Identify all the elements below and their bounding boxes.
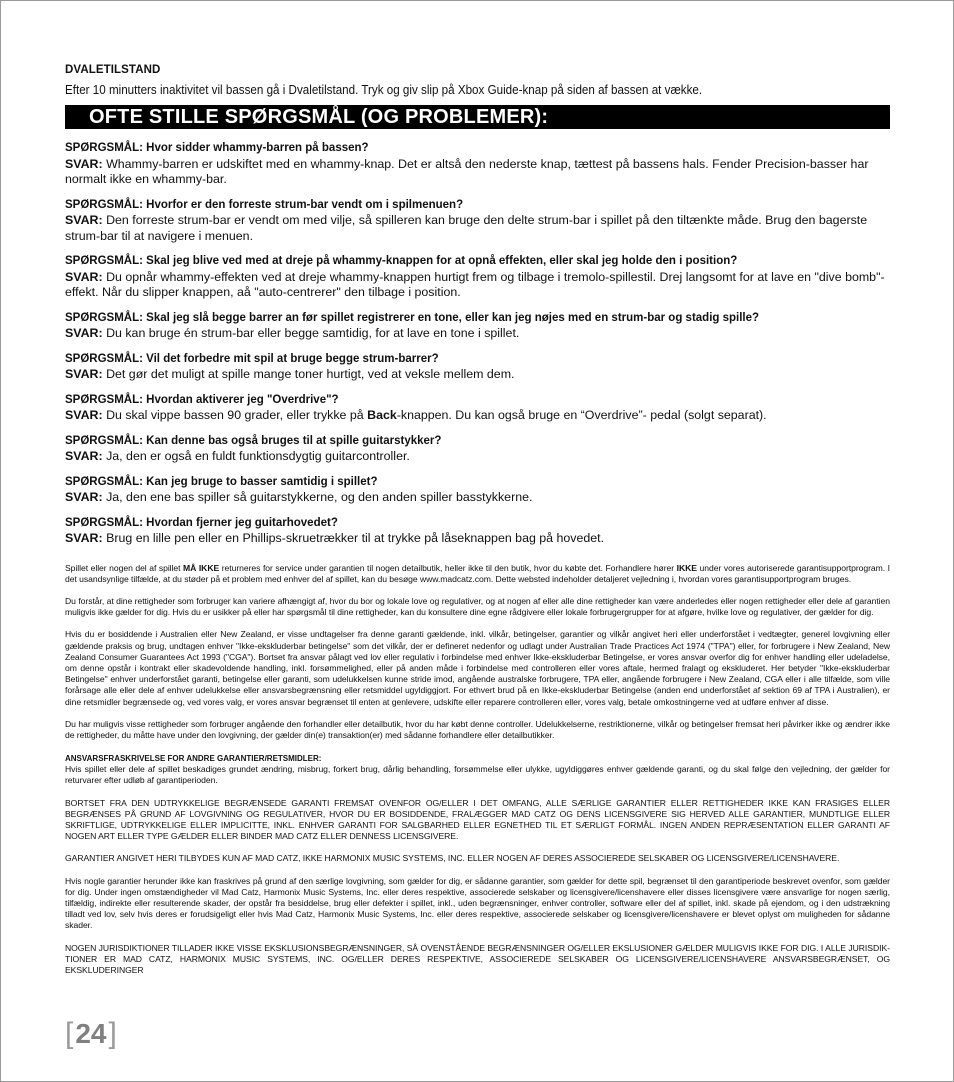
faq-answer xyxy=(65,270,890,301)
answer-text: Ja, den ene bas spiller så guitarstykkerne, og den anden spiller basstykkerne. xyxy=(102,490,533,504)
faq-item xyxy=(65,393,890,424)
standby-text: Efter 10 minutters inaktivitet vil bassen gå i Dvaletilstand. Tryk og giv slip på Xbox Guide-knap på siden af bassen at vække. xyxy=(65,83,703,97)
answer-label: SVAR: xyxy=(65,213,103,227)
standby-title: DVALETILSTAND xyxy=(65,64,161,76)
warranty-paragraph: Hvis nogle garantier herunder ikke kan fraskrives på grund af den særlige lovgivning, som gælder for dig, er sådanne garantier, som gælder for dette spil, begrænset til den garantiperiode beskrevet ovenfor, som gælder for dig. Under ingen omstændigheder vil Mad Catz, Harmonix Music Systems, Inc. eller deres respektive, associerede selskaber og licensgivere/licenshavere eller disses licensgivere være ansvarlige for nogen særlig, tilfældig, indirekte eller resulterende skader, der opstår fra besiddelse, brug eller defekter i spillet, inkl., uden begrænsninger, enhver controller, software eller del af spillet, inkl. skade på ejendom, og i den udstrækning tilladt ved lov, selv hvis deres er forudsigeligt eller hvis Mad Catz, Harmonix Music Systems, Inc. eller deres respektive, associerede selskaber og licensgivere/licenshavere er blevet oplyst om muligheden for sådanne skader. xyxy=(65,875,890,931)
faq-answer xyxy=(65,531,890,547)
faq-item xyxy=(65,475,890,506)
warranty-text: returneres for service under garantien til nogen detailbutik, heller ikke til den butik, hvor du købte det. Forhandlere hører xyxy=(219,562,677,573)
faq-question xyxy=(65,434,890,450)
answer-text: Du skal vippe bassen 90 grader, eller trykke på xyxy=(102,408,368,422)
warranty-paragraph: BORTSET FRA DEN UDTRYKKELIGE BEGRÆNSEDE GARANTI FREMSAT OVENFOR OG/ELLER I DET OMFANG, ALLE SÆRLIGE GARANTIER ELLER RETTIGHEDER IKKE KAN FRASIGES ELLER BEGRÆNSES PÅ GRUND AF LOVGIVNING OG REGULATIVER, HVOR DU ER BOSIDDENDE, FRALÆGGER MAD CATZ OG DENS LICENSGIVERE SIG HERVED ALLE GARANTIER, MUNDTLIGE ELLER SKRIFTLIGE, UDTRYKKELIGE ELLER IMPLICITTE, INKL. ENHVER GARANTI FOR SALGBARHED ELLER EGNETHED TIL ET SÆRLIGT FORMÅL. INGEN ANDEN REPRÆSENTATION ELLER GARANTI AF NOGEN ART ELLER TYPE GÆLDER ELLER BINDER MAD CATZ ELLER DENNESS LICENSGIVERE. xyxy=(65,797,890,842)
question-label: SPØRGSMÅL: xyxy=(65,393,143,406)
faq-item xyxy=(65,516,890,547)
question-label: SPØRGSMÅL: xyxy=(65,142,143,154)
page-number-value: 24 xyxy=(75,1018,107,1049)
warranty-paragraph: Hvis spillet eller dele af spillet beskadiges grundet ændring, misbrug, forkert brug, dårlig behandling, forsømmelse eller ulykke, ugyldiggøres enhver gældende garanti, og du skal følge den vejledning, der gælder for returvarer efter udløb af garantiperioden. xyxy=(65,764,890,786)
answer-label: SVAR: xyxy=(65,156,103,171)
question-text: Skal jeg blive ved med at dreje på whammy-knappen for at opnå effekten, eller skal jeg holde den i position? xyxy=(142,255,738,267)
question-label: SPØRGSMÅL: xyxy=(65,255,143,267)
faq-question xyxy=(65,254,890,270)
question-text: Kan denne bas også bruges til at spille guitarstykker? xyxy=(142,434,442,447)
answer-label: SVAR: xyxy=(65,367,103,381)
faq-answer xyxy=(65,449,890,465)
faq-question xyxy=(65,475,890,491)
question-text: Hvor sidder whammy-barren på bassen? xyxy=(142,142,369,154)
question-text: Hvordan fjerner jeg guitarhovedet? xyxy=(142,516,338,529)
warranty-emphasis: IKKE xyxy=(676,562,697,573)
answer-label: SVAR: xyxy=(65,408,103,422)
answer-label: SVAR: xyxy=(65,490,103,504)
question-text: Kan jeg bruge to basser samtidig i spillet? xyxy=(142,475,378,488)
answer-text: -knappen. Du kan også bruge en “Overdrive”- pedal (solgt separat). xyxy=(396,408,767,422)
question-label: SPØRGSMÅL: xyxy=(65,475,143,488)
question-text: Hvordan aktiverer jeg "Overdrive"? xyxy=(142,393,339,406)
page-content xyxy=(65,63,890,976)
answer-label: SVAR: xyxy=(65,269,103,284)
page-number xyxy=(65,1019,117,1049)
faq-answer xyxy=(65,326,890,342)
warranty-text: under vores autoriserede garantisupportprogram. I det usandsynlige tilfælde, at du støder på et problem med enhver del af spillet, kan du besøge www.madcatz.com. Dette websted indeholder detaljeret vejledning i, hvordan vores garantisupportprogram bruges. xyxy=(65,562,890,584)
warranty-paragraph: Du forstår, at dine rettigheder som forbruger kan variere afhængigt af, hvor du bor og lokale love og regulativer, og at nogen af eller alle dine rettigheder kan være anderledes eller nogen rettigheder eller dele af garantien muligvis ikke gælder for dig. Hvis du er usikker på eller har spørgsmål til dine rettigheder, kan du konsultere dine egne rådgivere eller lokale forbrugergrupper for at afgøre, hvilke love og regulativer, der gælder for dig. xyxy=(65,595,890,618)
answer-text: Brug en lille pen eller en Phillips-skruetrækker til at trykke på låseknappen bag på hovedet. xyxy=(102,531,605,545)
answer-text: Ja, den er også en fuldt funktionsdygtig guitarcontroller. xyxy=(102,449,410,463)
faq-item xyxy=(65,198,890,245)
faq-item xyxy=(65,434,890,465)
faq-question xyxy=(65,393,890,409)
warranty-text: Spillet eller nogen del af spillet xyxy=(65,562,184,573)
faq-question xyxy=(65,516,890,532)
faq-question xyxy=(65,198,890,214)
question-label: SPØRGSMÅL: xyxy=(65,516,143,529)
faq-question xyxy=(65,352,890,368)
faq-answer xyxy=(65,490,890,506)
question-label: SPØRGSMÅL: xyxy=(65,198,143,211)
faq-heading-banner: OFTE STILLE SPØRGSMÅL (OG PROBLEMER): xyxy=(65,105,890,129)
faq-answer xyxy=(65,213,890,244)
question-text: Vil det forbedre mit spil at bruge begge strum-barrer? xyxy=(142,352,439,365)
faq-item xyxy=(65,311,890,342)
faq-item xyxy=(65,254,890,301)
answer-text: Whammy-barren er udskiftet med en whammy-knap. Det er altså den nederste knap, tættest på bassens hals. Fender Precision-basser har normalt ikke en whammy-bar. xyxy=(65,156,869,186)
answer-label: SVAR: xyxy=(65,531,103,545)
answer-text: Den forreste strum-bar er vendt om med vilje, så spilleren kan bruge den delte strum-bar i spillet på den tiltænkte måde. Brug den bagerste strum-bar til at navigere i menuen. xyxy=(65,213,868,243)
question-label: SPØRGSMÅL: xyxy=(65,434,143,447)
answer-label: SVAR: xyxy=(65,326,103,340)
page-bracket-left: [ xyxy=(65,1017,74,1050)
question-text: Skal jeg slå begge barrer an før spillet registrerer en tone, eller kan jeg nøjes med en strum-bar og stadig spille? xyxy=(142,311,760,324)
question-text: Hvorfor er den forreste strum-bar vendt om i spilmenuen? xyxy=(142,198,464,211)
faq-item xyxy=(65,141,890,188)
answer-text: Det gør det muligt at spille mange toner hurtigt, ved at veksle mellem dem. xyxy=(102,367,515,381)
warranty-emphasis: MÅ IKKE xyxy=(183,562,220,573)
disclaimer-heading: ANSVARSFRASKRIVELSE FOR ANDRE GARANTIER/RETSMIDLER: xyxy=(65,754,322,764)
answer-text: Du opnår whammy-effekten ved at dreje whammy-knappen hurtigt frem og tilbage i tremolo-spillestil. Drej langsomt for at lave en "dive bomb"-effekt. Når du slipper knappen, aå "auto-centrerer" den tilbage i position. xyxy=(65,269,885,299)
answer-text: Du kan bruge én strum-bar eller begge samtidig, for at lave en tone i spillet. xyxy=(102,326,520,340)
warranty-paragraph: NOGEN JURISDIKTIONER TILLADER IKKE VISSE EKSKLUSIONSBEGRÆNSNINGER, SÅ OVENSTÅENDE BEGRÆNSNINGER OG/ELLER EKSLUSIONER GÆLDER MULIGVIS IKKE FOR DIG. I ALLE JURISDIKTIONER ER MAD CATZ, HARMONIX MUSIC SYSTEMS, INC. OG/ELLER DERES RESPEKTIVE, ASSOCIEREDE SELSKABER OG LICENSGIVERE/LICENSHAVERE ANSVARSBEGRÆNSET, OG EKSKLUDERINGER xyxy=(65,942,890,975)
faq-answer xyxy=(65,157,890,188)
warranty-paragraph xyxy=(65,563,890,585)
faq-answer xyxy=(65,408,890,424)
warranty-paragraph: Hvis du er bosiddende i Australien eller New Zealand, er visse undtagelser fra denne garanti gældende, inkl. vilkår, betingelser, garantier og vilkår angivet heri eller underforstået i vedtægter, generel lovgivning eller gældende praksis og brug, undtagen enhver "Ikke-ekskluderbar betingelse" som det vilkår, der er defineret nedenfor og udlagt under Australian Trade Practices Act 1974 ("TPA") eller, for forbrugere i New Zealand, New Zealand Consumer Guarantees Act 1993 ("CGA"). Bortset fra ansvar pålagt ved lov eller regulativ i forbindelse med enhver Ikke-ekskluderbar Betingelse, er vores ansvar overfor dig for enhver handling eller udeladelse, om denne opstår i kontrakt eller skadevoldende handling, inkl. forsømmelighed, eller på anden måde i forbindelse med controlleren eller vores aftale, hermed fralagt og ekskluderet. Her betyder "Ikke-ekskluderbar Betingelse" enhver underforstået garanti, betingelse eller garanti, som udelukkelsen kunne stride imod, angående australske forbrugere, TPA eller, angående forbrugere i New Zealand, CGA eller i alle tilfælde, som ville forårsage alle eller dele af enhver udelukkelse eller ansvarsbegrænsning eller retsmiddel ugyldiggjort. For ethvert brud på en Ikke-ekskluderbar Betingelse (anden end underforstået af sektion 69 af TPA i Australien), er dine retsmidler begrænsede og, ved vores valg, er vores ansvar begrænset til enten at genlevere, udskifte eller reparere controlleren eller, vores valg, betale omkostningerne ved at udføre enhver af disse. xyxy=(65,629,890,707)
warranty-paragraph: Du har muligvis visse rettigheder som forbruger angående den forhandler eller detailbutik, hvor du har købt denne controller. Udelukkelserne, restriktionerne, vilkår og betingelser fremsat heri påvirker ikke og ændrer ikke de rettigheder, du måtte have under den lovgivning, der gælder din(e) transaktion(er) med sådanne forhandlere eller detailbutikker. xyxy=(65,718,890,740)
faq-list xyxy=(65,141,890,547)
question-label: SPØRGSMÅL: xyxy=(65,311,143,324)
question-label: SPØRGSMÅL: xyxy=(65,352,143,365)
page-bracket-right: ] xyxy=(108,1017,117,1050)
faq-item xyxy=(65,352,890,383)
answer-label: SVAR: xyxy=(65,449,103,463)
faq-question xyxy=(65,141,890,157)
faq-question xyxy=(65,311,890,327)
back-button-term: Back xyxy=(367,408,397,422)
faq-answer xyxy=(65,367,890,383)
warranty-paragraph: GARANTIER ANGIVET HERI TILBYDES KUN AF MAD CATZ, IKKE HARMONIX MUSIC SYSTEMS, INC. ELLER NOGEN AF DERES ASSOCIEREDE SELSKABER OG LICENSGIVERE/LICENSHAVERE. xyxy=(65,853,840,864)
